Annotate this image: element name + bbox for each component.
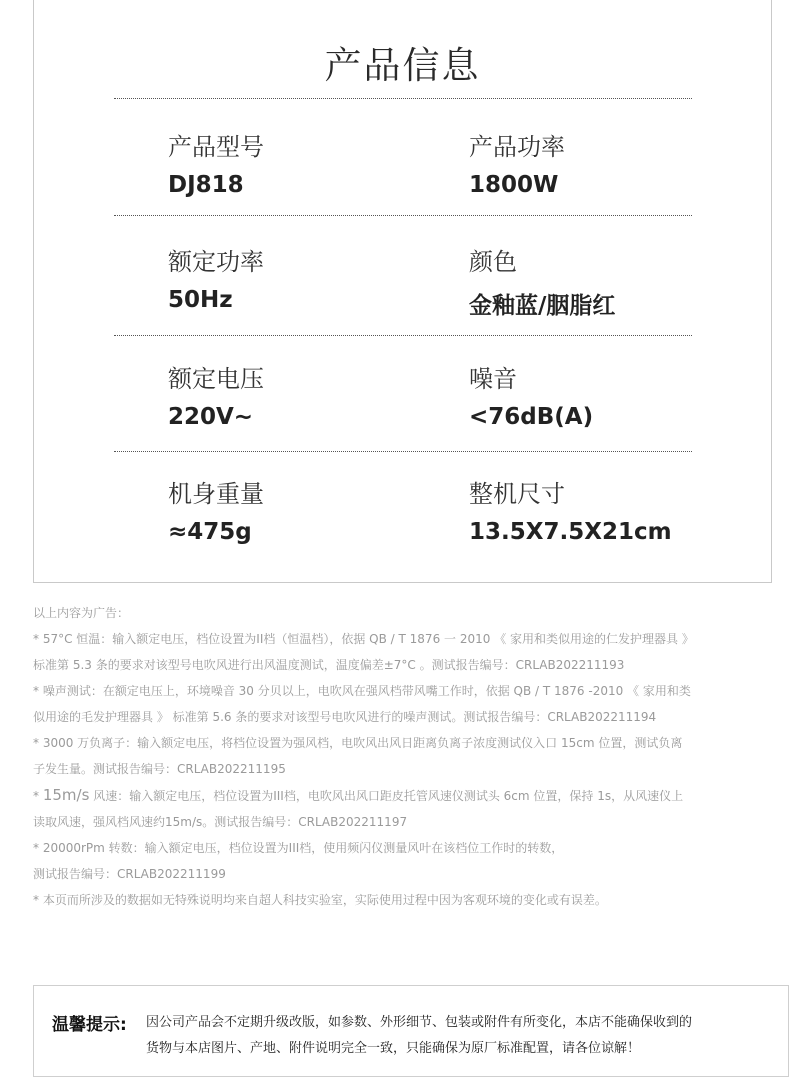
spec-rated-frequency (168, 242, 264, 313)
note-line: * 3000 万负离子：输入额定电压，将档位设置为强风档，电吹风出风日距离负离子浓度测试仪入口 15cm 位置，测试负离 (33, 736, 683, 750)
note-line: 测试报告编号：CRLAB202211199 (33, 867, 226, 881)
tips-line: 货物与本店图片、产地、附件说明完全一致，只能确保为原厂标准配置，请各位谅解！ (146, 1041, 641, 1056)
spec-label: 产品功率 (469, 133, 565, 161)
spec-noise (469, 359, 593, 430)
note-line: * 57°C 恒温：输入额定电压，档位设置为II档（恒温档），依据 QB / T 1876 一 2010 《 家用和类似用途的仁发护理器具 》 (33, 632, 694, 646)
divider (114, 335, 692, 336)
note-line: 读取风速，强风档风速约15m/s。测试报告编号：CRLAB202211197 (33, 815, 408, 829)
spec-value: ≈475g (168, 519, 252, 545)
tips-text (146, 1010, 782, 1062)
tips-label: 温馨提示: (52, 1015, 127, 1035)
spec-value: DJ818 (168, 172, 244, 198)
divider (114, 451, 692, 452)
spec-power (469, 127, 565, 198)
product-info-card (33, 0, 772, 583)
spec-value: <76dB(A) (469, 404, 594, 430)
spec-value: 1800W (469, 172, 559, 198)
note-line: 子发生量。测试报告编号：CRLAB202211195 (33, 762, 286, 776)
disclaimer-notes (33, 600, 778, 913)
spec-value: 13.5X7.5X21cm (469, 519, 672, 545)
spec-model (168, 127, 264, 198)
spec-value: 220V~ (168, 404, 254, 430)
spec-color (469, 242, 615, 320)
spec-value: 金釉蓝/胭脂红 (469, 293, 616, 319)
spec-label: 机身重量 (168, 480, 264, 508)
note-line (33, 782, 778, 809)
divider (114, 98, 692, 99)
spec-label: 整机尺寸 (469, 480, 565, 508)
note-line: * 噪声测试：在额定电压上，环境噪音 30 分贝以上，电吹风在强风档带风嘴工作时，依据 QB / T 1876 -2010 《 家用和类 (33, 684, 691, 698)
product-info-title: 产品信息 (324, 44, 481, 87)
spec-label: 额定功率 (168, 248, 264, 276)
note-line: * 本页而所涉及的数据如无特殊说明均来自超人科技实验室，实际使用过程中因为客观环境的变化或有误差。 (33, 893, 607, 907)
tips-line: 因公司产品会不定期升级改版，如参数、外形细节、包装或附件有所变化，本店不能确保收到的 (146, 1015, 693, 1030)
spec-value: 50Hz (168, 287, 233, 313)
note-line: 似用途的毛发护理器具 》 标准第 5.6 条的要求对该型号电吹风进行的噪声测试。测试报告编号：CRLAB202211194 (33, 710, 657, 724)
warm-tips-box (33, 985, 789, 1077)
spec-weight (168, 474, 264, 545)
spec-label: 噪音 (469, 365, 517, 393)
note-text: 风速：输入额定电压，档位设置为III档，电吹风出风口距皮托管风速仪测试头 6cm 位置，保持 1s，从风速仪上 (89, 789, 684, 803)
wind-speed-highlight: 15m/s (42, 786, 90, 804)
spec-dimensions (469, 474, 672, 545)
spec-label: 颜色 (469, 248, 517, 276)
spec-label: 额定电压 (168, 365, 264, 393)
note-line: * 20000rPm 转数：输入额定电压，档位设置为III档，使用频闪仪测量风叶在该档位工作时的转数， (33, 841, 564, 855)
notes-heading: 以上内容为广告： (33, 606, 130, 620)
note-line: 标准第 5.3 条的要求对该型号电吹风进行出风温度测试，温度偏差±7°C 。测试报告编号：CRLAB202211193 (33, 658, 625, 672)
divider (114, 215, 692, 216)
spec-label: 产品型号 (168, 133, 264, 161)
spec-rated-voltage (168, 359, 264, 430)
note-prefix: * (33, 789, 43, 803)
